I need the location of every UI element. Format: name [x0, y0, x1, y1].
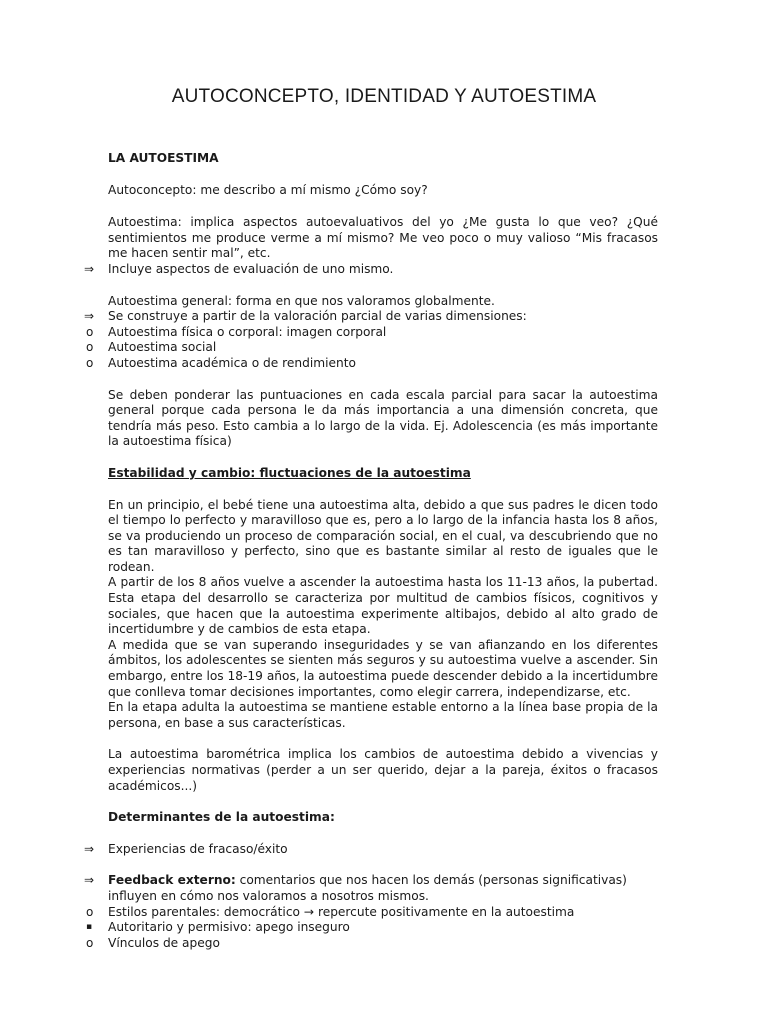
list-item-text: Autoestima física o corporal: imagen corporal	[108, 324, 387, 339]
list-item-text: Incluye aspectos de evaluación de uno mismo.	[108, 261, 394, 276]
list-item-dimension	[86, 355, 658, 372]
list-item-text: Experiencias de fracaso/éxito	[108, 841, 288, 856]
circle-bullet-icon: o	[86, 340, 94, 355]
paragraph-autoestima: Autoestima: implica aspectos autoevaluativos del yo ¿Me gusta lo que veo? ¿Qué sentimientos me produce verme a mí mismo? Me veo poco o muy valioso “Mis fracasos me hacen sentir mal”, etc.	[108, 215, 658, 261]
list-item-text: Se construye a partir de la valoración parcial de varias dimensiones:	[108, 309, 527, 324]
circle-bullet-icon: o	[86, 935, 94, 950]
list-item-vinculos	[86, 935, 658, 952]
circle-bullet-icon: o	[86, 904, 94, 919]
paragraph-autoestima-general: Autoestima general: forma en que nos valoramos globalmente.	[108, 293, 495, 308]
paragraph-etapa-adulta: En la etapa adulta la autoestima se mantiene estable entorno a la línea base propia de la persona, en base a sus características.	[108, 700, 658, 730]
paragraph-autoconcepto: Autoconcepto: me describo a mí mismo ¿Cómo soy?	[108, 182, 428, 197]
double-arrow-icon: ⇒	[84, 873, 95, 888]
list-item-dimension	[86, 340, 658, 356]
list-item-text	[108, 905, 658, 921]
list-item-experiencias	[84, 841, 658, 858]
document-title: AUTOCONCEPTO, IDENTIDAD Y AUTOESTIMA	[171, 86, 597, 107]
feedback-label: Feedback externo:	[108, 873, 236, 888]
list-item-feedback	[84, 873, 658, 904]
list-item-construye	[84, 309, 658, 325]
list-item-dimension	[86, 324, 658, 341]
square-bullet-icon: ▪	[86, 922, 93, 933]
double-arrow-icon: ⇒	[84, 309, 95, 324]
paragraph-adolescentes: A medida que se van superando inseguridades y se van afianzando en los diferentes ámbitos, los adolescentes se sienten más seguros y su autoestima vuelve a ascender. Sin embargo, entre los 18-19 años, la autoestima puede descender debido a la incertidumbre que conlleva tomar decisiones importantes, como elegir carrera, independizarse, etc.	[108, 637, 658, 699]
double-arrow-icon: ⇒	[84, 261, 95, 276]
paragraph-ponderar: Se deben ponderar las puntuaciones en cada escala parcial para sacar la autoestima general porque cada persona le da más importancia a una dimensión concreta, que tendría más peso. Esto cambia a lo largo de la vida. Ej. Adolescencia (es más importante la autoestima física)	[108, 387, 658, 449]
list-item-text: Vínculos de apego	[108, 935, 220, 950]
heading-determinantes: Determinantes de la autoestima:	[108, 810, 335, 825]
document-body	[84, 151, 658, 951]
heading-la-autoestima: LA AUTOESTIMA	[108, 151, 219, 165]
estilos-text-b: repercute positivamente en la autoestima	[314, 904, 575, 919]
feedback-text: comentarios que nos hacen los demás (personas significativas) influyen en cómo nos valoramos a nosotros mismos.	[108, 873, 627, 903]
list-item-text: Autoritario y permisivo: apego inseguro	[108, 920, 350, 935]
list-item-incluye	[84, 261, 658, 278]
paragraph-ocho-anos: A partir de los 8 años vuelve a ascender la autoestima hasta los 11-13 años, la pubertad. Esta etapa del desarrollo se caracteriza por multitud de cambios físicos, cognitivos y sociales, que hacen que la autoestima experimente altibajos, debido al alto grado de incertidumbre y de cambios de esta etapa.	[108, 575, 658, 637]
estilos-text-a: Estilos parentales: democrático	[108, 904, 304, 919]
list-item-autoritario	[86, 920, 658, 936]
list-item-text: Autoestima académica o de rendimiento	[108, 355, 356, 370]
list-item-text: Autoestima social	[108, 340, 217, 355]
circle-bullet-icon: o	[86, 324, 94, 339]
heading-estabilidad: Estabilidad y cambio: fluctuaciones de la autoestima	[108, 465, 471, 480]
double-arrow-icon: ⇒	[84, 841, 95, 856]
list-item-text	[108, 873, 658, 904]
circle-bullet-icon: o	[86, 355, 94, 370]
list-item-estilos	[86, 904, 658, 921]
paragraph-bebe: En un principio, el bebé tiene una autoestima alta, debido a que sus padres le dicen todo el tiempo lo perfecto y maravilloso que es, pero a lo largo de la infancia hasta los 8 años, se va produciendo un proceso de comparación social, en el cual, va descubriendo que no es tan maravilloso y perfecto, sino que es bastante similar al resto de iguales que le rodean.	[108, 497, 658, 574]
right-arrow-icon: →	[303, 904, 315, 919]
paragraph-barometrica: La autoestima barométrica implica los cambios de autoestima debido a vivencias y experiencias normativas (perder a un ser querido, dejar a la pareja, éxitos o fracasos académicos...)	[108, 747, 658, 793]
